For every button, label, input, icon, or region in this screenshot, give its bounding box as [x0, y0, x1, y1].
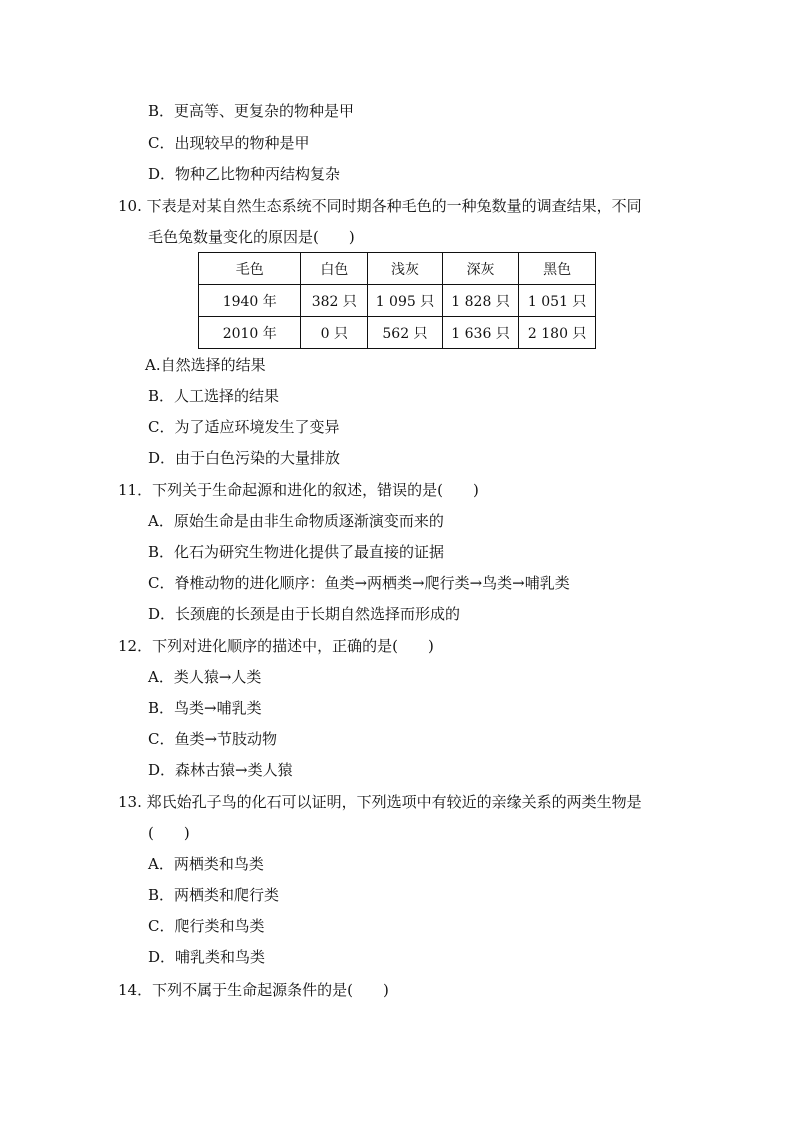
table-cell: 1940 年	[199, 285, 301, 317]
q12-option-b: B．鸟类→哺乳类	[148, 699, 262, 717]
table-cell: 1 095 只	[368, 285, 443, 317]
q10-option-a: A.自然选择的结果	[145, 356, 266, 374]
table-cell: 1 636 只	[442, 317, 519, 349]
q10-stem-line1: 10. 下表是对某自然生态系统不同时期各种毛色的一种兔数量的调查结果，不同	[118, 197, 642, 215]
table-header-cell: 毛色	[199, 253, 301, 285]
table-cell: 1 828 只	[442, 285, 519, 317]
q9-option-d: D．物种乙比物种丙结构复杂	[148, 165, 341, 183]
table-header-cell: 黑色	[519, 253, 596, 285]
q11-option-a: A．原始生命是由非生命物质逐渐演变而来的	[148, 512, 444, 530]
q11-stem: 11．下列关于生命起源和进化的叙述，错误的是( )	[118, 481, 479, 499]
table-cell: 382 只	[301, 285, 368, 317]
table-header-row	[199, 253, 596, 285]
q11-option-d: D．长颈鹿的长颈是由于长期自然选择而形成的	[148, 605, 461, 623]
q12-option-c: C．鱼类→节肢动物	[148, 730, 278, 748]
table-cell: 0 只	[301, 317, 368, 349]
q14-stem: 14．下列不属于生命起源条件的是( )	[118, 981, 389, 999]
table-header-cell: 深灰	[442, 253, 519, 285]
table-header-cell: 浅灰	[368, 253, 443, 285]
q13-stem-line2: ( )	[148, 824, 190, 842]
q13-option-a: A．两栖类和鸟类	[148, 855, 264, 873]
table-cell: 2 180 只	[519, 317, 596, 349]
rabbit-survey-table	[198, 252, 596, 349]
q10-option-b: B．人工选择的结果	[148, 387, 280, 405]
table-cell: 2010 年	[199, 317, 301, 349]
q12-option-d: D．森林古猿→类人猿	[148, 761, 293, 779]
q9-option-b: B．更高等、更复杂的物种是甲	[148, 102, 355, 120]
table-header-cell: 白色	[301, 253, 368, 285]
table-row	[199, 285, 596, 317]
q11-option-c: C．脊椎动物的进化顺序：鱼类→两栖类→爬行类→鸟类→哺乳类	[148, 574, 570, 592]
q10-stem-line2: 毛色兔数量变化的原因是( )	[148, 228, 355, 246]
q10-option-c: C．为了适应环境发生了变异	[148, 418, 340, 436]
q11-option-b: B．化石为研究生物进化提供了最直接的证据	[148, 543, 445, 561]
q10-option-d: D．由于白色污染的大量排放	[148, 449, 341, 467]
table-cell: 562 只	[368, 317, 443, 349]
q13-stem-line1: 13. 郑氏始孔子鸟的化石可以证明，下列选项中有较近的亲缘关系的两类生物是	[118, 793, 642, 811]
table-row	[199, 317, 596, 349]
table-cell: 1 051 只	[519, 285, 596, 317]
q12-stem: 12．下列对进化顺序的描述中，正确的是( )	[118, 637, 434, 655]
q12-option-a: A．类人猿→人类	[148, 668, 262, 686]
q13-option-c: C．爬行类和鸟类	[148, 917, 265, 935]
q13-option-d: D．哺乳类和鸟类	[148, 948, 266, 966]
q13-option-b: B．两栖类和爬行类	[148, 886, 280, 904]
q9-option-c: C．出现较早的物种是甲	[148, 134, 310, 152]
